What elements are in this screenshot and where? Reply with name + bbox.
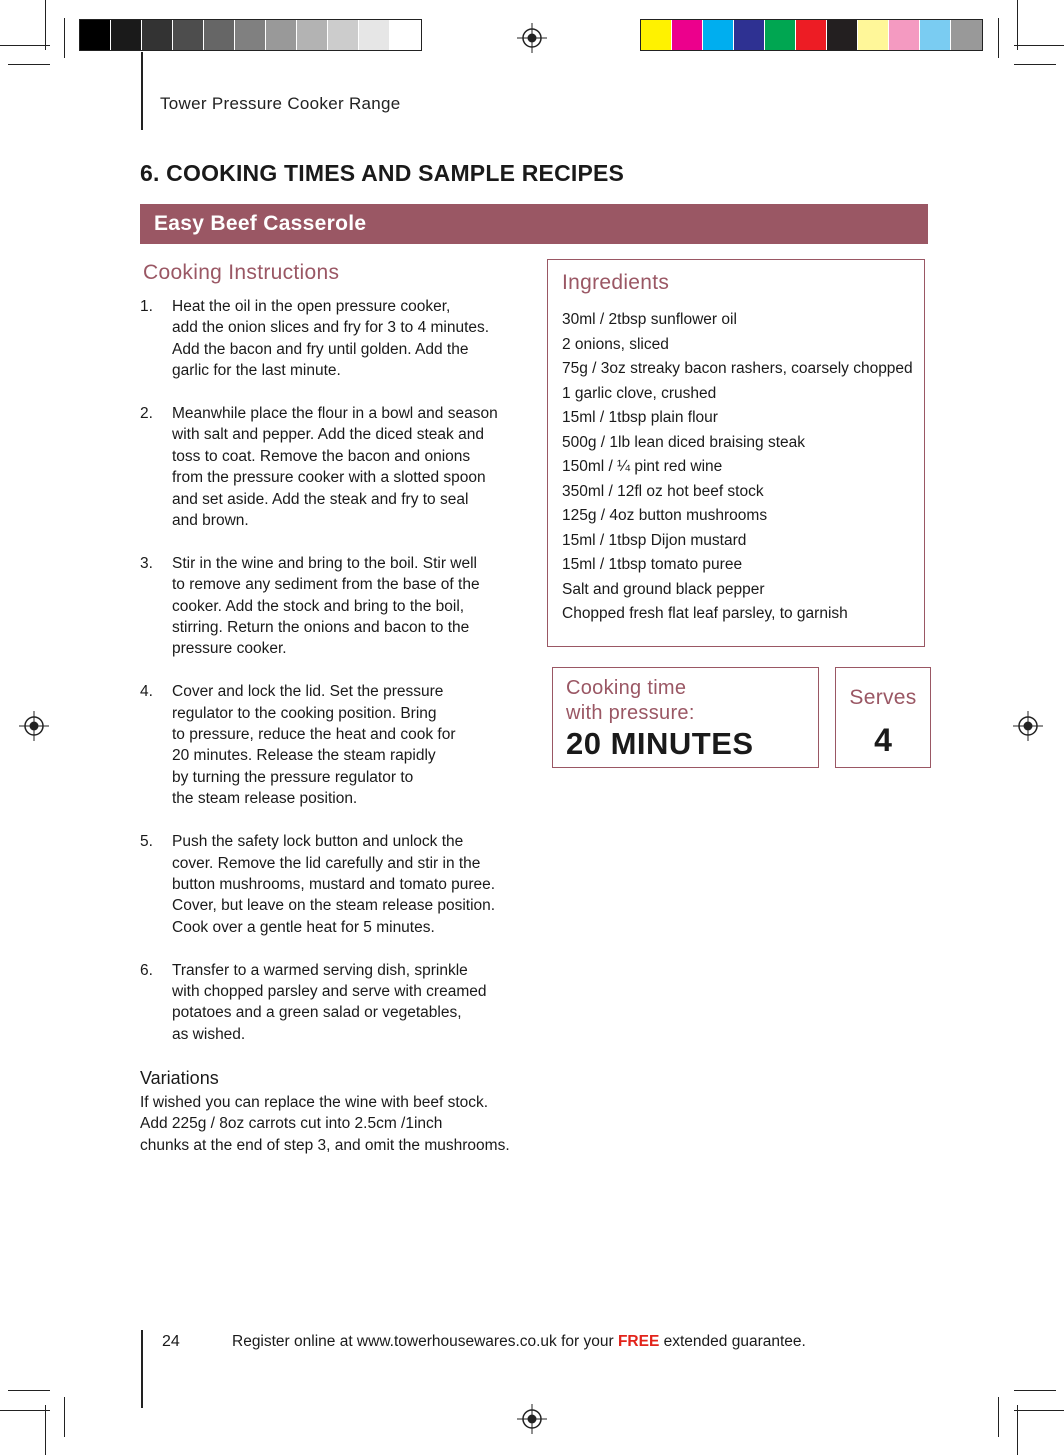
variations-heading: Variations — [140, 1068, 219, 1088]
instructions-heading: Cooking Instructions — [143, 261, 340, 284]
crop-mark — [998, 18, 999, 58]
step-text: Heat the oil in the open pressure cooker, add the onion slices and fry for 3 to 4 minutes. Add the bacon and fry until golden. Add the garlic for the last minute. — [172, 298, 490, 380]
ingredient-item: Salt and ground black pepper — [562, 580, 765, 598]
ingredient-item: 350ml / 12fl oz hot beef stock — [562, 482, 764, 500]
ingredient-item: 30ml / 2tbsp sunflower oil — [562, 311, 737, 328]
crop-mark — [1017, 1405, 1018, 1455]
color-swatch — [827, 20, 858, 50]
instruction-step — [140, 553, 530, 660]
footer-guarantee-text — [232, 1333, 806, 1351]
color-swatch — [80, 20, 111, 50]
color-swatch — [297, 20, 328, 50]
crop-mark — [45, 1405, 46, 1455]
instruction-step — [140, 403, 530, 531]
ingredient-item: 150ml / ¼ pint red wine — [562, 458, 723, 475]
color-swatch — [390, 20, 421, 50]
step-text: Transfer to a warmed serving dish, sprinkle with chopped parsley and serve with creamed potatoes and a green salad or vegetables, as wished. — [172, 961, 487, 1043]
color-swatch — [111, 20, 142, 50]
ingredients-box — [547, 259, 925, 647]
color-swatch — [235, 20, 266, 50]
serves-value: 4 — [874, 722, 892, 758]
step-text: Cover and lock the lid. Set the pressure regulator to the cooking position. Bring to pressure, reduce the heat and cook for 20 minutes. Release the steam rapidly by turning the pressure regulator to the steam release position. — [172, 683, 456, 808]
step-text: Push the safety lock button and unlock the cover. Remove the lid carefully and stir in the button mushrooms, mustard and tomato puree. Cover, but leave on the steam release position. Cook over a gentle heat for 5 minutes. — [172, 833, 496, 936]
color-swatch — [765, 20, 796, 50]
ingredients-heading: Ingredients — [562, 271, 670, 294]
ingredients-list — [562, 308, 913, 627]
crop-mark — [1014, 45, 1064, 46]
crop-mark — [64, 1397, 65, 1437]
registration-mark-icon — [1013, 711, 1043, 741]
crop-mark — [998, 1397, 999, 1437]
footer-free-word: FREE — [617, 1333, 660, 1350]
step-number: 5. — [140, 833, 153, 851]
ingredient-item: 500g / 1lb lean diced braising steak — [562, 433, 805, 451]
crop-mark — [1014, 64, 1056, 65]
instruction-step — [140, 960, 530, 1046]
ingredient-item: 75g / 3oz streaky bacon rashers, coarsely chopped — [562, 360, 913, 377]
registration-mark-icon — [517, 1404, 547, 1434]
cooking-time-value: 20 MINUTES — [566, 726, 754, 761]
color-swatch — [703, 20, 734, 50]
crop-mark — [1014, 1410, 1064, 1411]
serves-box — [835, 667, 931, 768]
color-swatch — [204, 20, 235, 50]
crop-mark — [0, 1410, 50, 1411]
grayscale-calibration-bar — [79, 19, 422, 51]
color-swatch — [142, 20, 173, 50]
recipe-title-banner — [140, 204, 928, 244]
page-number: 24 — [162, 1333, 180, 1350]
cooking-time-box — [552, 667, 819, 768]
step-text: Stir in the wine and bring to the boil. Stir well to remove any sediment from the base of the cooker. Add the stock and bring to the boil, stirring. Return the onions and bacon to the pressure cooker. — [172, 554, 480, 658]
color-swatch — [858, 20, 889, 50]
ingredient-item: 15ml / 1tbsp Dijon mustard — [562, 531, 747, 549]
crop-mark — [1014, 1390, 1056, 1391]
registration-mark-icon — [517, 23, 547, 53]
variations-text: If wished you can replace the wine with beef stock. Add 225g / 8oz carrots cut into 2.5cm /1inch chunks at the end of step 3, and omit the mushrooms. — [140, 1094, 510, 1154]
color-swatch — [734, 20, 765, 50]
footer-text-after: extended guarantee. — [659, 1333, 806, 1350]
crop-mark — [0, 45, 50, 46]
color-swatch — [672, 20, 703, 50]
color-swatch — [641, 20, 672, 50]
ingredient-item: Chopped fresh flat leaf parsley, to garnish — [562, 605, 848, 622]
color-swatch — [796, 20, 827, 50]
color-swatch — [951, 20, 982, 50]
color-swatch — [328, 20, 359, 50]
section-title: 6. COOKING TIMES AND SAMPLE RECIPES — [140, 160, 625, 186]
ingredient-item: 125g / 4oz button mushrooms — [562, 507, 768, 524]
color-swatch — [359, 20, 390, 50]
step-number: 1. — [140, 298, 153, 315]
crop-mark — [8, 1390, 50, 1391]
color-calibration-bar — [640, 19, 983, 51]
footer-text-before: Register online at www.towerhousewares.co.uk for your — [232, 1333, 618, 1350]
header-brand-line: Tower Pressure Cooker Range — [160, 94, 401, 113]
crop-mark — [1017, 0, 1018, 50]
ingredient-item: 15ml / 1tbsp plain flour — [562, 409, 718, 426]
step-number: 3. — [140, 554, 153, 572]
crop-mark — [64, 18, 65, 58]
step-number: 2. — [140, 405, 153, 423]
color-swatch — [889, 20, 920, 50]
serves-label: Serves — [849, 686, 917, 709]
color-swatch — [920, 20, 951, 50]
registration-mark-icon — [19, 711, 49, 741]
ingredient-item: 2 onions, sliced — [562, 335, 669, 353]
color-swatch — [266, 20, 297, 50]
crop-mark — [45, 0, 46, 50]
instruction-step — [140, 296, 530, 382]
recipe-title: Easy Beef Casserole — [154, 212, 367, 235]
ingredient-item: 1 garlic clove, crushed — [562, 384, 717, 402]
instruction-steps — [140, 296, 530, 1067]
instruction-step — [140, 831, 530, 938]
step-number: 4. — [140, 683, 153, 701]
step-text: Meanwhile place the flour in a bowl and season with salt and pepper. Add the diced steak and toss to coat. Remove the bacon and onions from the pressure cooker with a slotted spoon and set aside. Add the steak and fry to seal and brown. — [172, 405, 498, 530]
crop-mark — [8, 64, 50, 65]
ingredient-item: 15ml / 1tbsp tomato puree — [562, 556, 743, 573]
instruction-step — [140, 681, 530, 809]
header-rule — [141, 52, 143, 130]
step-number: 6. — [140, 961, 153, 979]
color-swatch — [173, 20, 204, 50]
cooking-time-label: Cooking time with pressure: — [566, 677, 695, 724]
footer-rule — [141, 1330, 143, 1408]
